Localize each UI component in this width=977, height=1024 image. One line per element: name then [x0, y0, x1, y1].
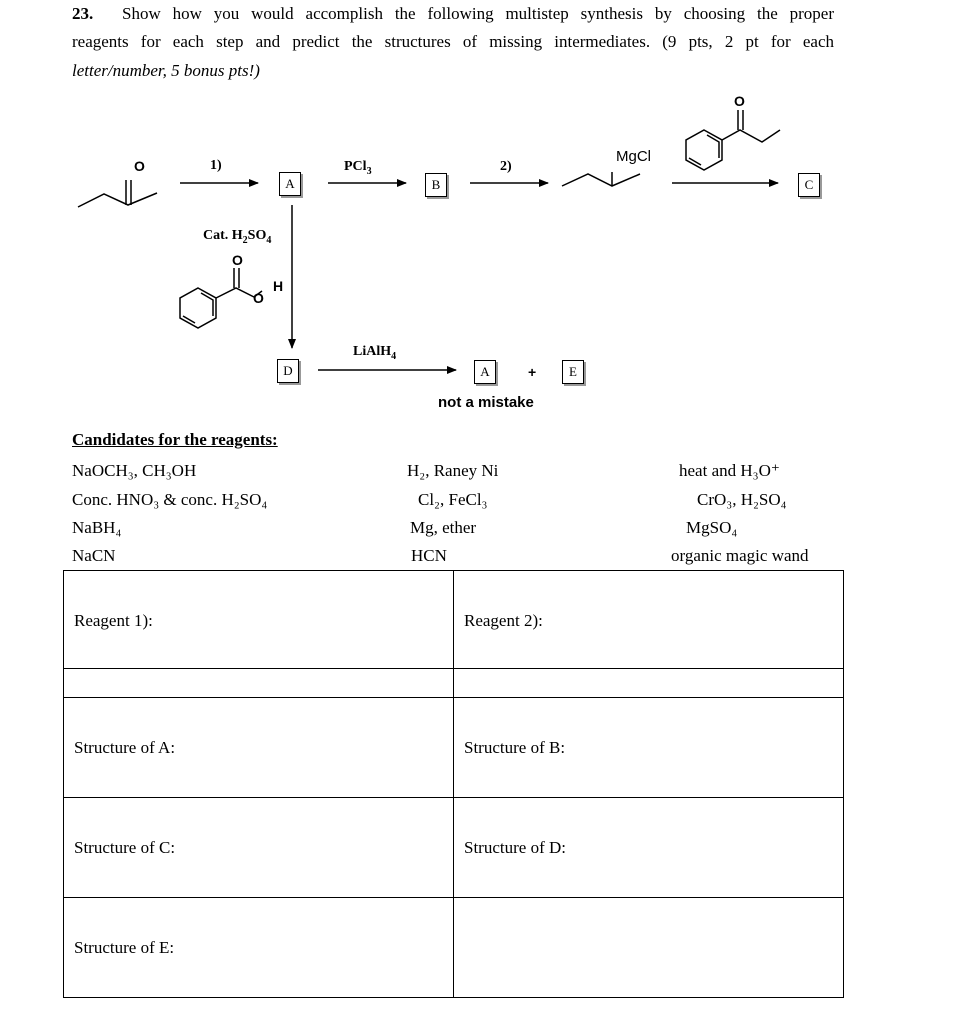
box-a-product: A	[474, 360, 496, 384]
box-b: B	[425, 173, 447, 197]
pcl3-label: PCl$_3$	[344, 159, 372, 177]
reagent-1-cell[interactable]	[64, 571, 454, 669]
box-a: A	[279, 172, 301, 196]
question-number: 23.	[72, 4, 94, 23]
structure-c-label: Structure of C:	[74, 838, 176, 857]
structure-d-label: Structure of D:	[464, 838, 566, 857]
box-c: C	[798, 173, 820, 197]
ketone-oxygen: O	[734, 93, 745, 109]
step-2-label: 2)	[500, 159, 512, 174]
structure-a-label: Structure of A:	[74, 738, 176, 757]
benzene-ring-acid	[180, 288, 216, 328]
candidate-item: CrO₃, H₂SO₄	[697, 490, 787, 509]
candidate-item: Conc. HNO₃ & conc. H₂SO₄	[72, 490, 268, 509]
plus-sign: +	[528, 364, 537, 380]
question-line-1: Show how you would accomplish the following multistep synthesis by choosing the proper	[122, 4, 834, 23]
box-e: E	[562, 360, 584, 384]
lialh4-label: LiAlH$_4$	[353, 344, 397, 362]
acid-hydroxyl-hydrogen: H	[273, 278, 284, 294]
candidate-item: H₂, Raney Ni	[407, 461, 499, 480]
candidate-item: HCN	[411, 546, 447, 565]
question-line-3: letter/number, 5 bonus pts!)	[72, 61, 260, 80]
candidate-item: NaOCH₃, CH₃OH	[72, 461, 197, 480]
benzene-ring-ketone	[686, 130, 722, 170]
candidate-item: organic magic wand	[671, 546, 809, 565]
candidate-item: MgSO₄	[686, 518, 738, 537]
empty-cell	[454, 898, 844, 998]
structure-b-label: Structure of B:	[464, 738, 566, 757]
candidate-item: heat and H₃O⁺	[679, 461, 780, 480]
answer-grid	[63, 570, 844, 997]
structure-e-label: Structure of E:	[74, 938, 175, 957]
structure-d-cell[interactable]	[454, 798, 844, 898]
box-d: D	[277, 359, 299, 383]
candidate-item: NaCN	[72, 546, 116, 565]
acid-carbonyl-oxygen: O	[232, 252, 243, 268]
reagent-1-label: Reagent 1):	[74, 611, 153, 630]
reagent-2-cell[interactable]	[454, 571, 844, 669]
not-a-mistake-note: not a mistake	[438, 394, 534, 411]
structure-a-cell[interactable]	[64, 698, 454, 798]
question-line-2: reagents for each step and predict the structures of missing intermediates. (9 pts, 2 pt for each	[72, 32, 834, 51]
reagent-2-label: Reagent 2):	[464, 611, 543, 630]
candidate-item: NaBH₄	[72, 518, 122, 537]
ketone-chain	[722, 130, 780, 142]
acid-hydroxyl-oxygen: O	[253, 290, 264, 306]
starting-ketone-oxygen: O	[134, 158, 145, 174]
step-1-label: 1)	[210, 158, 222, 173]
cat-h2so4-label: Cat. $H_2SO_4$	[203, 228, 272, 246]
grignard-skeleton	[562, 174, 640, 186]
mgcl-label: MgCl	[616, 148, 652, 165]
candidate-item: Cl₂, FeCl₃	[418, 490, 488, 509]
spacer-cell	[64, 669, 454, 698]
starting-ketone-skeleton	[78, 193, 157, 207]
candidate-item: Mg, ether	[410, 518, 477, 537]
structure-e-cell[interactable]	[64, 898, 454, 998]
spacer-cell	[454, 669, 844, 698]
structure-b-cell[interactable]	[454, 698, 844, 798]
candidates-title: Candidates for the reagents:	[72, 430, 278, 449]
structure-c-cell[interactable]	[64, 798, 454, 898]
